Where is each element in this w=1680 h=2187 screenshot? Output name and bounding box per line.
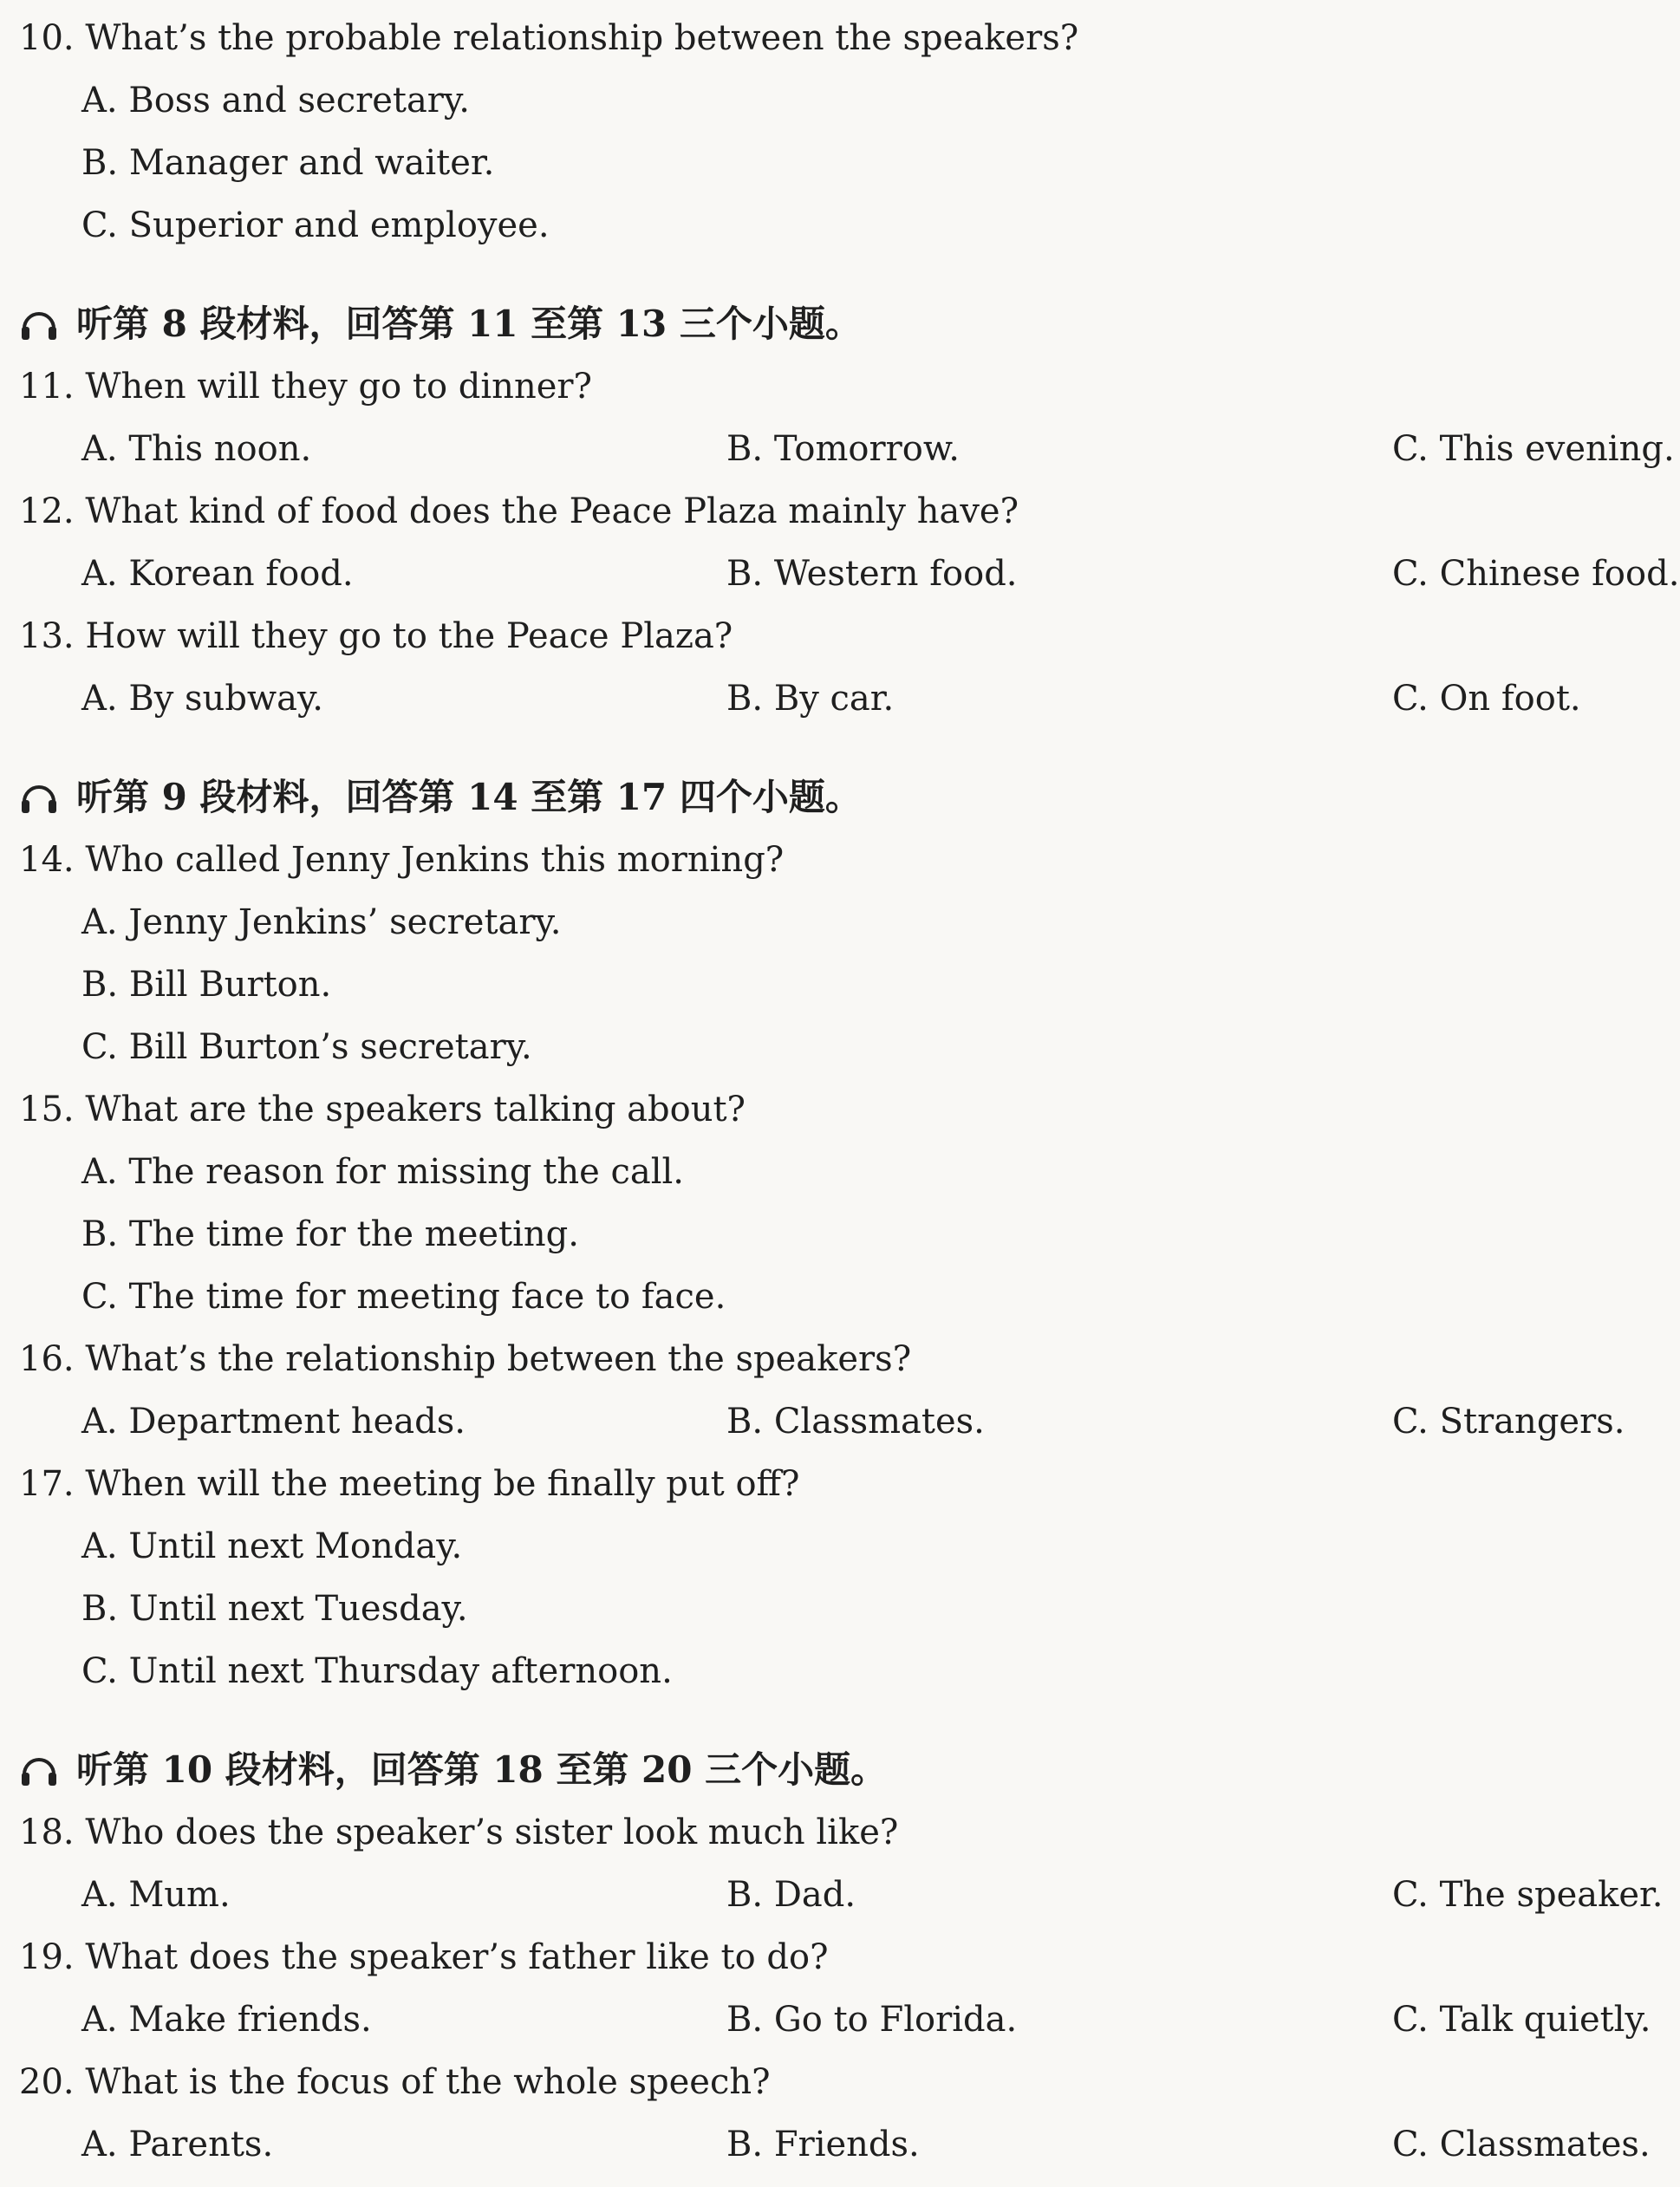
option-row	[0, 543, 1680, 605]
question-text: 16. What’s the relationship between the speakers?	[19, 1339, 912, 1379]
section-heading-10	[19, 1739, 887, 1801]
option-row	[0, 891, 1680, 954]
question-text: 10. What’s the probable relationship between the speakers?	[19, 18, 1079, 58]
option-b: B. The time for the meeting.	[81, 1214, 580, 1254]
option-b: B. Manager and waiter.	[81, 143, 495, 183]
option-b: B. Bill Burton.	[81, 965, 332, 1005]
option-b: B. Until next Tuesday.	[81, 1589, 468, 1629]
option-a: A. Mum.	[81, 1875, 231, 1915]
option-row	[0, 1390, 1680, 1453]
question-14	[0, 829, 1680, 891]
option-b: B. Dad.	[726, 1875, 856, 1915]
option-row	[0, 954, 1680, 1016]
option-row	[0, 418, 1680, 480]
question-text: 20. What is the focus of the whole speech?	[19, 2062, 771, 2102]
option-c: C. The speaker.	[1392, 1875, 1664, 1915]
question-text: 17. When will the meeting be finally put off?	[19, 1464, 800, 1504]
option-row	[0, 1578, 1680, 1640]
question-text: 13. How will they go to the Peace Plaza?	[19, 616, 733, 656]
option-c: C. The time for meeting face to face.	[81, 1277, 726, 1317]
option-b: B. Classmates.	[726, 1402, 985, 1442]
option-c: C. Talk quietly.	[1392, 2000, 1651, 2040]
option-row	[0, 1864, 1680, 1926]
option-b: B. Tomorrow.	[726, 429, 960, 469]
question-19	[0, 1926, 1680, 1988]
option-row	[0, 1141, 1680, 1203]
option-c: C. On foot.	[1392, 679, 1581, 719]
option-a: A. Department heads.	[81, 1402, 466, 1442]
section-title: 听第 8 段材料，回答第 11 至第 13 三个小题。	[76, 303, 862, 345]
option-c: C. Bill Burton’s secretary.	[81, 1027, 532, 1067]
option-c: C. This evening.	[1392, 429, 1675, 469]
option-row	[0, 667, 1680, 730]
question-13	[0, 605, 1680, 667]
option-b: B. Western food.	[726, 554, 1018, 594]
option-row	[0, 132, 1680, 194]
option-a: A. Make friends.	[81, 2000, 372, 2040]
option-row	[0, 1988, 1680, 2051]
option-a: A. By subway.	[81, 679, 324, 719]
headphone-icon	[19, 778, 59, 817]
option-a: A. Until next Monday.	[81, 1526, 463, 1566]
option-a: A. Boss and secretary.	[81, 81, 470, 120]
headphone-icon	[19, 304, 59, 344]
option-c: C. Classmates.	[1392, 2125, 1651, 2164]
option-row	[0, 1203, 1680, 1266]
option-b: B. Go to Florida.	[726, 2000, 1018, 2040]
option-c: C. Chinese food.	[1392, 554, 1680, 594]
question-text: 11. When will they go to dinner?	[19, 367, 592, 407]
question-17	[0, 1453, 1680, 1515]
option-c: C. Strangers.	[1392, 1402, 1625, 1442]
question-text: 12. What kind of food does the Peace Plaza mainly have?	[19, 491, 1019, 531]
question-12	[0, 480, 1680, 543]
option-b: B. By car.	[726, 679, 895, 719]
section-heading-9	[19, 766, 862, 829]
question-18	[0, 1801, 1680, 1864]
question-20	[0, 2051, 1680, 2113]
question-11	[0, 355, 1680, 418]
section-title: 听第 10 段材料，回答第 18 至第 20 三个小题。	[76, 1748, 888, 1791]
question-15	[0, 1078, 1680, 1141]
option-row	[0, 194, 1680, 257]
option-row	[0, 1515, 1680, 1578]
option-c: C. Until next Thursday afternoon.	[81, 1651, 673, 1691]
option-a: A. Jenny Jenkins’ secretary.	[81, 902, 562, 942]
option-a: A. Korean food.	[81, 554, 354, 594]
question-10	[0, 7, 1680, 69]
question-text: 14. Who called Jenny Jenkins this morning?	[19, 840, 785, 880]
option-row	[0, 1640, 1680, 1702]
section-heading-8	[19, 293, 862, 355]
option-c: C. Superior and employee.	[81, 205, 550, 245]
section-title: 听第 9 段材料，回答第 14 至第 17 四个小题。	[76, 776, 862, 818]
question-text: 15. What are the speakers talking about?	[19, 1090, 746, 1129]
headphone-icon	[19, 1750, 59, 1790]
option-a: A. Parents.	[81, 2125, 274, 2164]
option-row	[0, 2113, 1680, 2176]
option-row	[0, 1016, 1680, 1078]
option-a: A. The reason for missing the call.	[81, 1152, 685, 1192]
option-row	[0, 69, 1680, 132]
question-text: 19. What does the speaker’s father like to do?	[19, 1937, 829, 1977]
question-text: 18. Who does the speaker’s sister look much like?	[19, 1813, 899, 1852]
option-b: B. Friends.	[726, 2125, 920, 2164]
option-a: A. This noon.	[81, 429, 312, 469]
option-row	[0, 1266, 1680, 1328]
question-16	[0, 1328, 1680, 1390]
